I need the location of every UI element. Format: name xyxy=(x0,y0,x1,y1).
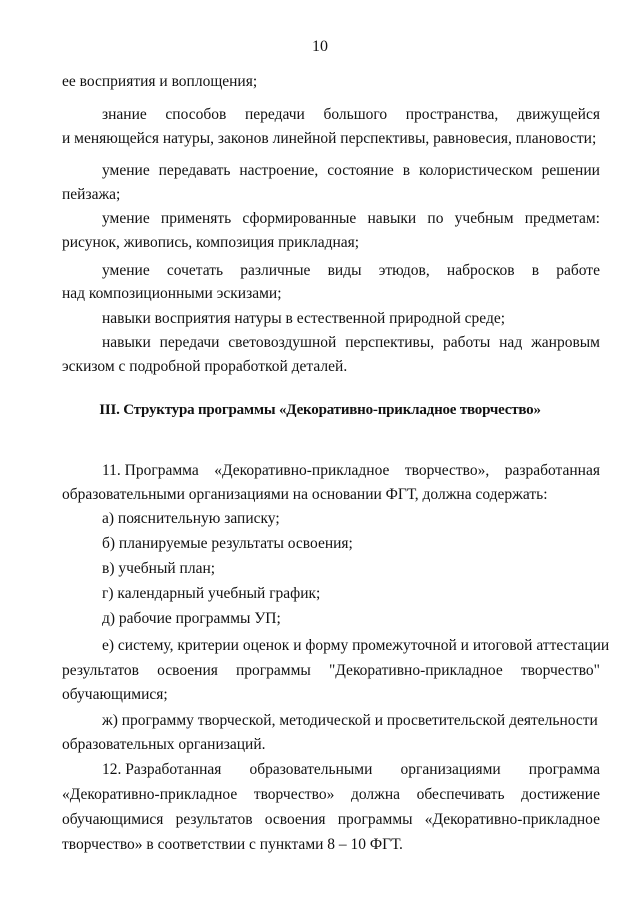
word: учебным xyxy=(454,210,514,227)
word: световоздушной xyxy=(228,334,337,351)
word: различные xyxy=(240,262,311,279)
word: этюдов, xyxy=(378,262,430,279)
word: пространства, xyxy=(405,106,499,123)
text-line-justified xyxy=(62,808,600,832)
word: умение xyxy=(102,210,150,227)
text-line-justified xyxy=(62,459,600,483)
section-heading: III. Структура программы «Декоративно-прикладное творчество» xyxy=(99,402,541,418)
word: «Декоративно-прикладное xyxy=(62,786,238,803)
word: 11. Программа xyxy=(102,462,199,479)
word: творчество» xyxy=(253,786,335,803)
text-line-justified xyxy=(62,259,600,283)
text-line: образовательными организациями на основании ФГТ, должна содержать: xyxy=(62,486,548,503)
word: большого xyxy=(323,106,388,123)
word: сочетать xyxy=(166,262,224,279)
word: состояние xyxy=(327,162,394,179)
word: настроение, xyxy=(239,162,319,179)
word: освоения xyxy=(157,662,218,679)
word: в xyxy=(531,262,540,279)
word: освоения xyxy=(264,811,326,828)
text-line-justified xyxy=(62,659,600,683)
list-item: а) пояснительную записку; xyxy=(102,510,280,527)
word: жанровым xyxy=(531,334,600,351)
word: обеспечивать xyxy=(416,786,505,803)
text-line-justified xyxy=(62,103,600,127)
word: программа xyxy=(528,761,600,778)
text-line: и меняющейся натуры, законов линейной перспективы, равновесия, плановости; xyxy=(62,130,597,147)
word: умение xyxy=(102,162,150,179)
word: передачи xyxy=(244,106,305,123)
word: решении xyxy=(541,162,600,179)
word: программы xyxy=(236,662,311,679)
word: творчество" xyxy=(520,662,600,679)
word: в xyxy=(402,162,411,179)
word: передавать xyxy=(158,162,231,179)
word: колористическом xyxy=(418,162,533,179)
word: разработанная xyxy=(504,462,600,479)
text-line-justified xyxy=(62,331,600,355)
word: 12. Разработанная xyxy=(102,761,222,778)
text-line: обучающимися; xyxy=(62,686,168,703)
text-line: рисунок, живопись, композиция прикладная; xyxy=(62,234,360,251)
text-line: пейзажа; xyxy=(62,186,121,203)
word: способов xyxy=(165,106,227,123)
text-line-justified xyxy=(62,758,600,782)
text-line-justified xyxy=(62,783,600,807)
word: "Декоративно-прикладное xyxy=(328,662,503,679)
list-item: г) календарный учебный график; xyxy=(102,585,321,602)
page-number: 10 xyxy=(312,38,328,55)
list-item: д) рабочие программы УП; xyxy=(102,610,281,627)
list-item: ж) программу творческой, методической и просветительской деятельности xyxy=(102,712,598,729)
word: работе xyxy=(556,262,600,279)
text-line: ее восприятия и воплощения; xyxy=(62,73,258,90)
word: навыки xyxy=(367,210,417,227)
word: навыки xyxy=(102,334,151,351)
list-item: е) систему, критерии оценок и форму промежуточной и итоговой аттестации xyxy=(102,637,610,654)
text-line-justified xyxy=(62,207,600,231)
word: набросков xyxy=(446,262,515,279)
word: программы xyxy=(337,811,413,828)
word: организациями xyxy=(400,761,501,778)
list-item: в) учебный план; xyxy=(102,560,216,577)
word: знание xyxy=(102,106,147,123)
word: предметам: xyxy=(524,210,600,227)
text-line: творчество» в соответствии с пунктами 8 – 10 ФГТ. xyxy=(62,836,403,853)
word: применять xyxy=(160,210,232,227)
word: передачи xyxy=(159,334,220,351)
word: сформированные xyxy=(242,210,357,227)
word: обучающимися xyxy=(62,811,164,828)
word: по xyxy=(427,210,444,227)
word: «Декоративно-прикладное xyxy=(424,811,600,828)
word: творчество», xyxy=(404,462,490,479)
word: работы xyxy=(443,334,491,351)
word: перспективы, xyxy=(345,334,435,351)
text-line: эскизом с подробной проработкой деталей. xyxy=(62,358,348,375)
word: над xyxy=(499,334,523,351)
list-item: б) планируемые результаты освоения; xyxy=(102,535,353,552)
word: должна xyxy=(350,786,401,803)
word: виды xyxy=(327,262,362,279)
word: результатов xyxy=(62,662,139,679)
text-line: образовательных организаций. xyxy=(62,736,266,753)
text-line: навыки восприятия натуры в естественной природной среде; xyxy=(102,310,506,327)
word: достижение xyxy=(521,786,600,803)
word: результатов xyxy=(175,811,253,828)
word: образовательными xyxy=(249,761,373,778)
text-line: над композиционными эскизами; xyxy=(62,285,282,302)
text-line-justified xyxy=(62,159,600,183)
word: движущейся xyxy=(516,106,600,123)
word: умение xyxy=(102,262,150,279)
word: «Декоративно-прикладное xyxy=(214,462,390,479)
